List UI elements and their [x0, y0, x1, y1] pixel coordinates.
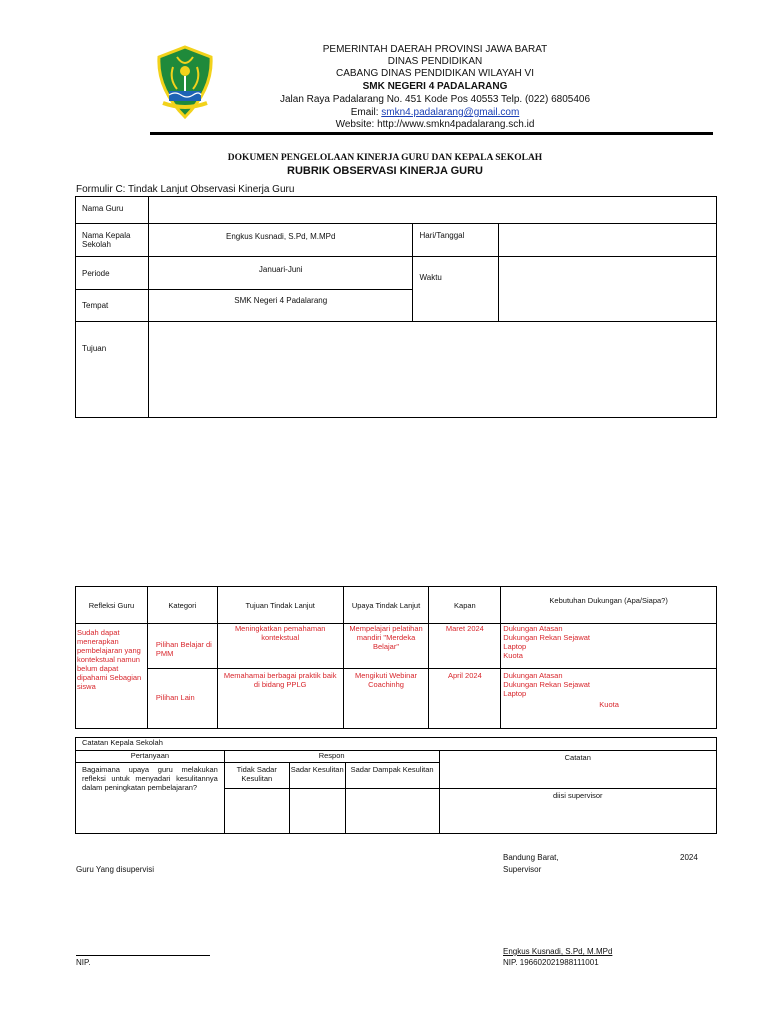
tujuan-field[interactable]	[148, 322, 716, 418]
supervisor-label: Supervisor	[503, 865, 542, 874]
header-school: SMK NEGERI 4 PADALARANG	[362, 81, 508, 92]
tujuan-row1[interactable]: Meningkatkan pemahaman kontekstual	[217, 624, 343, 669]
kebutuhan-item: Laptop	[503, 689, 527, 698]
document-subtitle: RUBRIK OBSERVASI KINERJA GURU	[287, 165, 483, 177]
form-label: Formulir C: Tindak Lanjut Observasi Kinerja Guru	[76, 184, 295, 195]
header-divider	[150, 132, 713, 135]
kebutuhan-item: Dukungan Rekan Sejawat	[503, 633, 591, 642]
signature-line	[76, 955, 210, 956]
opt-sadar[interactable]: Sadar Kesulitan	[289, 763, 345, 789]
nama-guru-label: Nama Guru	[76, 197, 149, 224]
waktu-field[interactable]	[499, 257, 717, 322]
upaya-row2[interactable]: Mengikuti Webinar Coachinhg	[343, 669, 429, 729]
kebutuhan-row1[interactable]	[501, 624, 717, 669]
question-cell: Bagaimana upaya guru melakukan refleksi untuk menyadari kesulitannya dalam peningkatan pembelajaran?	[76, 763, 225, 834]
info-table	[75, 196, 717, 418]
kebutuhan-item: Dukungan Atasan	[503, 624, 563, 633]
notes-table	[75, 737, 717, 834]
pertanyaan-header: Pertanyaan	[76, 751, 225, 763]
header-kapan: Kapan	[429, 587, 501, 624]
kebutuhan-item: Kuota	[503, 651, 523, 660]
kebutuhan-item: Dukungan Atasan	[503, 671, 563, 680]
tujuan-label: Tujuan	[76, 322, 149, 418]
kategori-pmm[interactable]: Pilihan Belajar di PMM	[147, 624, 217, 669]
upaya-row1[interactable]: Mempelajari pelatihan mandiri "Merdeka Belajar"	[343, 624, 429, 669]
header-upaya: Upaya Tindak Lanjut	[343, 587, 429, 624]
email-link[interactable]: smkn4.padalarang@gmail.com	[381, 107, 520, 118]
kebutuhan-item: Laptop	[503, 642, 527, 651]
tempat-label: Tempat	[76, 290, 149, 322]
header-line1: PEMERINTAH DAERAH PROVINSI JAWA BARAT	[322, 44, 548, 55]
hari-field[interactable]	[499, 224, 717, 257]
periode-label: Periode	[76, 257, 149, 290]
waktu-label: Waktu	[413, 257, 499, 322]
guru-label: Guru Yang disupervisi	[76, 865, 154, 874]
hari-label: Hari/Tanggal	[413, 224, 499, 257]
tempat-field[interactable]: SMK Negeri 4 Padalarang	[148, 290, 413, 322]
opt-sadar-dampak[interactable]: Sadar Dampak Kesulitan	[345, 763, 439, 789]
response-check-2[interactable]	[289, 789, 345, 834]
opt-tidak-sadar[interactable]: Tidak Sadar Kesulitan	[224, 763, 289, 789]
kategori-lain[interactable]: Pilihan Lain	[147, 669, 217, 729]
header-line3: CABANG DINAS PENDIDIKAN WILAYAH VI	[335, 68, 534, 79]
header-tujuan: Tujuan Tindak Lanjut	[217, 587, 343, 624]
refleksi-cell[interactable]: Sudah dapat menerapkan pembelajaran yang kontekstual namun belum dapat dipahami Sebagian siswa	[76, 624, 148, 729]
kebutuhan-item: Dukungan Rekan Sejawat	[503, 680, 591, 689]
header-address: Jalan Raya Padalarang No. 451 Kode Pos 40553 Telp. (022) 6805406	[279, 94, 591, 105]
response-check-3[interactable]	[345, 789, 439, 834]
catatan-header: Catatan	[439, 751, 716, 789]
nip-label: NIP.	[76, 958, 91, 967]
nama-guru-field[interactable]	[148, 197, 716, 224]
followup-table	[75, 586, 717, 729]
email-label: Email:	[350, 107, 382, 118]
kapan-row2[interactable]: April 2024	[429, 669, 501, 729]
header-email-row	[200, 107, 670, 119]
kepala-label: Nama Kepala Sekolah	[76, 224, 149, 257]
kepala-field[interactable]: Engkus Kusnadi, S.Pd, M.MPd	[148, 224, 413, 257]
header-kebutuhan: Kebutuhan Dukungan (Apa/Siapa?)	[501, 587, 717, 624]
header-refleksi: Refleksi Guru	[76, 587, 148, 624]
supervisor-name: Engkus Kusnadi, S.Pd, M.MPd	[503, 947, 613, 956]
tujuan-row2[interactable]: Memahamai berbagai praktik baik di bidang PPLG	[217, 669, 343, 729]
header-line2: DINAS PENDIDIKAN	[387, 56, 483, 67]
kebutuhan-row2[interactable]	[501, 669, 717, 729]
notes-title: Catatan Kepala Sekolah	[76, 738, 717, 751]
periode-field[interactable]: Januari-Juni	[148, 257, 413, 290]
place-label: Bandung Barat,	[503, 853, 559, 862]
response-check-1[interactable]	[224, 789, 289, 834]
header-kategori: Kategori	[147, 587, 217, 624]
respon-header: Respon	[224, 751, 439, 763]
kapan-row1[interactable]: Maret 2024	[429, 624, 501, 669]
catatan-field[interactable]: diisi supervisor	[439, 789, 716, 834]
year-label: 2024	[680, 853, 698, 862]
document-title: DOKUMEN PENGELOLAAN KINERJA GURU DAN KEPALA SEKOLAH	[227, 153, 543, 163]
kebutuhan-item: Kuota	[599, 700, 619, 709]
supervisor-nip: NIP. 196602021988111001	[503, 958, 599, 967]
header-website[interactable]: Website: http://www.smkn4padalarang.sch.id	[335, 119, 535, 130]
